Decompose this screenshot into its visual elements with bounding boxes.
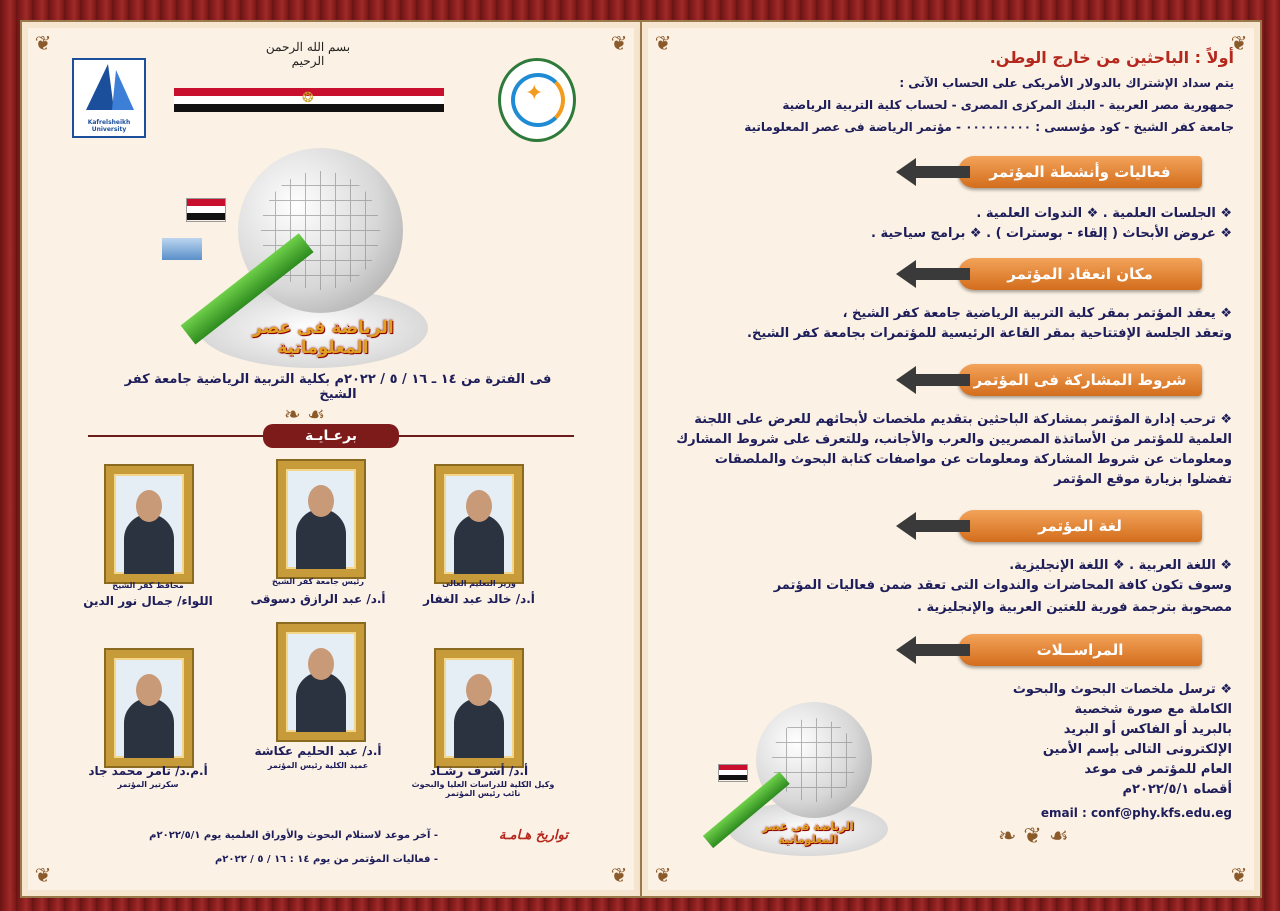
section-ribbon — [958, 634, 1202, 666]
ornament-corner-icon: ❦ — [610, 863, 628, 887]
ornament-corner-icon: ❦ — [34, 863, 52, 887]
section-text: ❖ اللغة العربية . ❖ اللغة الإنجليزية. — [1009, 558, 1232, 573]
flag-icon — [162, 238, 202, 260]
sponsorship-divider — [88, 424, 574, 448]
section-text: ومعلومات عن شروط المشاركة ومعلومات عن مواصفات كتابة البحوث والملصقات — [714, 452, 1232, 467]
section-ribbon — [958, 258, 1202, 290]
ornament-corner-icon: ❦ — [1230, 31, 1248, 55]
section-title: المراســلات — [1036, 641, 1124, 659]
section-text: الكاملة مع صورة شخصية — [1074, 702, 1232, 717]
person-role: وكيل الكلية للدراسات العليا والبحوث نائب رئيس المؤتمر — [411, 780, 555, 798]
portrait-frame — [436, 650, 522, 766]
ornament-corner-icon: ❦ — [34, 31, 52, 55]
kfs-logo-text: Kafrelsheikh University — [87, 119, 131, 133]
left-panel — [28, 28, 634, 890]
section-text: ❖ ترحب إدارة المؤتمر بمشاركة الباحثين بتقديم ملخصات لأبحاثهم للعرض على اللجنة — [694, 412, 1232, 427]
faculty-logo — [498, 58, 576, 142]
portrait-frame — [278, 461, 364, 577]
person-name: أ.م.د/ تامر محمد جاد — [88, 764, 208, 778]
contact-email[interactable]: email : conf@phy.kfs.edu.eg — [1040, 806, 1232, 820]
athlete-icon: ✦ — [525, 81, 544, 106]
egypt-flag-icon — [718, 764, 748, 782]
section-text: الإلكترونى التالى بإسم الأمين — [1042, 742, 1232, 757]
arrow-icon — [896, 366, 916, 394]
ornament-corner-icon: ❦ — [610, 31, 628, 55]
section-heading: أولاً : الباحثين من خارج الوطن. — [989, 48, 1234, 67]
sponsorship-label: برعـايـة — [263, 424, 399, 448]
section-text: ❖ الجلسات العلمية . ❖ الندوات العلمية . — [976, 206, 1232, 221]
section-title: فعاليات وأنشطة المؤتمر — [989, 163, 1171, 181]
intro-line: جمهورية مصر العربية - البنك المركزى المصرى - لحساب كلية التربية الرياضية — [782, 98, 1234, 112]
arrow-icon — [896, 512, 916, 540]
conference-logo — [158, 138, 458, 378]
intro-line: يتم سداد الإشتراك بالدولار الأمريكى على الحساب الآتى : — [899, 76, 1234, 90]
eagle-icon: ❂ — [302, 90, 314, 106]
section-text: العلمية للمؤتمر من الأساتذة المصريين والعرب والأجانب، وللتعرف على شروط المشارك — [676, 432, 1232, 447]
section-text: مصحوبة بترجمة فورية للغتين العربية والإنجليزية . — [917, 600, 1232, 615]
section-title: مكان انعقاد المؤتمر — [1007, 265, 1153, 283]
person-name: أ.د/ عبد الرازق دسوقى — [250, 592, 386, 606]
ornament-flourish-icon: ❧ ❦ ☙ — [998, 824, 1069, 849]
section-title: لغة المؤتمر — [1038, 517, 1122, 535]
basmala: بسم الله الرحمن الرحيم — [265, 40, 351, 68]
arrow-icon — [896, 158, 916, 186]
logo-caption: الرياضة فى عصر المعلوماتية — [762, 820, 854, 846]
kfs-university-logo — [72, 58, 146, 138]
conference-logo-small — [698, 694, 908, 864]
section-ribbon — [958, 156, 1202, 188]
important-date: - فعاليات المؤتمر من يوم ١٤ : ١٦ / ٥ / ٢٠٢٢م — [214, 854, 438, 865]
section-text: وسوف تكون كافة المحاضرات والندوات التى تعقد ضمن فعاليات المؤتمر — [773, 578, 1232, 593]
person-role: عميد الكلية رئيس المؤتمر — [267, 761, 369, 770]
ornament-corner-icon: ❦ — [654, 31, 672, 55]
person-name: اللواء/ جمال نور الدين — [83, 594, 213, 608]
person-role: وزير التعليم العالى — [442, 579, 516, 588]
section-text: بالبريد أو الفاكس أو البريد — [1063, 722, 1232, 737]
ornament-corner-icon: ❦ — [654, 863, 672, 887]
arrow-icon — [896, 636, 916, 664]
section-text: وتعقد الجلسة الإفتتاحية بمقر القاعة الرئيسية للمؤتمرات بجامعة كفر الشيخ. — [747, 326, 1232, 341]
section-title: شروط المشاركة فى المؤتمر — [973, 371, 1187, 389]
section-text: ❖ ترسل ملخصات البحوث والبحوث — [1012, 682, 1232, 697]
section-text: أقصاه ٢٠٢٢/٥/١م — [1122, 782, 1232, 797]
intro-line: جامعة كفر الشيخ - كود مؤسسى : ٠٠٠٠٠٠٠٠٠ - مؤتمر الرياضة فى عصر المعلوماتية — [744, 120, 1234, 134]
person-name: أ.د/ أشرف رشـاد — [429, 764, 529, 778]
egypt-flag-banner — [174, 88, 444, 118]
person-name: أ.د/ عبد الحليم عكاشة — [254, 744, 382, 758]
person-role: رئيس جامعة كفر الشيخ — [272, 577, 364, 586]
person-role: سكرتير المؤتمر — [117, 780, 179, 789]
portrait-frame — [106, 650, 192, 766]
ornament-flourish-icon: ❧ ☙ — [284, 402, 326, 426]
section-text: ❖ يعقد المؤتمر بمقر كلية التربية الرياضية جامعة كفر الشيخ ، — [842, 306, 1232, 321]
section-ribbon — [958, 364, 1202, 396]
portrait-frame — [436, 466, 522, 582]
main-logo-caption: الرياضة فى عصر المعلوماتية — [252, 318, 394, 358]
ornament-corner-icon: ❦ — [1230, 863, 1248, 887]
person-name: أ.د/ خالد عبد الغفار — [423, 592, 535, 606]
section-text: ❖ عروض الأبحاث ( إلقاء - بوسترات ) . ❖ برامج سياحية . — [871, 226, 1232, 241]
portrait-frame — [106, 466, 192, 582]
section-text: العام للمؤتمر فى موعد — [1084, 762, 1232, 777]
arrow-icon — [896, 260, 916, 288]
portrait-frame — [278, 624, 364, 740]
important-date: - آخر موعد لاستلام البحوث والأوراق العلمية يوم ٢٠٢٢/٥/١م — [149, 830, 438, 841]
section-text: تفضلوا بزيارة موقع المؤتمر — [1054, 472, 1232, 487]
egypt-flag-icon — [186, 198, 226, 222]
right-panel — [648, 28, 1254, 890]
period-line: فى الفترة من ١٤ ـ ١٦ / ٥ / ٢٠٢٢م بكلية التربية الرياضية جامعة كفر الشيخ — [124, 372, 552, 402]
dates-label: تواريخ هـامـة — [498, 828, 568, 843]
person-role: محافظ كفر الشيخ — [112, 581, 184, 590]
section-ribbon — [958, 510, 1202, 542]
